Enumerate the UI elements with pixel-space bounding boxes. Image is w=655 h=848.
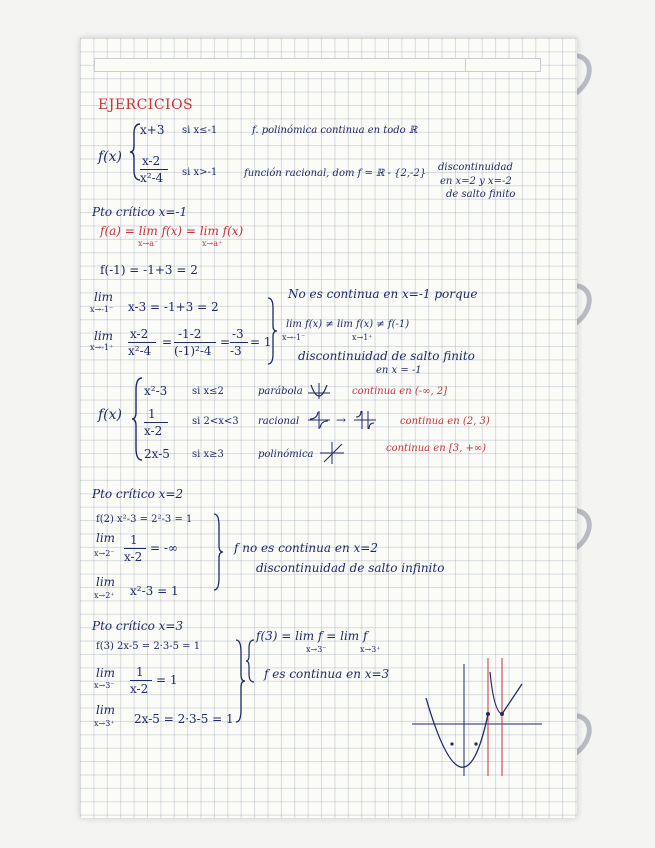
frac-bar (128, 342, 156, 343)
ex1-lim-right-num3: -3 (232, 327, 244, 341)
ex2-parabola-icon (308, 383, 330, 399)
frac-bar (174, 342, 216, 343)
ex2-case1-type: parábola (258, 386, 303, 397)
ex1-case2-den: x²-4 (140, 171, 164, 185)
sketch-point-a (486, 712, 490, 716)
ex2-c3-lim1-res: = 1 (156, 673, 178, 687)
ex1-eval: f(-1) = -1+3 = 2 (100, 263, 198, 277)
ex1-disc-note3: de salto finito (446, 189, 516, 200)
ex2-hyperbola-icon-2 (354, 411, 376, 429)
ex1-case1-note: f. polinómica continua en todo ℝ (252, 125, 418, 136)
frac-bar (144, 422, 168, 423)
sketch-point-d (474, 742, 477, 745)
ex2-c3-concl1: f(3) = lim f = lim f (256, 629, 368, 643)
ex2-case2-cont: continua en (2, 3) (400, 416, 490, 427)
sketch-line (502, 684, 522, 714)
ex1-lim-right-den3: -3 (230, 344, 242, 358)
ex2-critical3: Pto crítico x=3 (92, 619, 184, 633)
frac-bar (230, 342, 248, 343)
ex2-case3-cond: si x≥3 (192, 449, 224, 460)
ex2-c3-lim1-num: 1 (136, 665, 144, 679)
ex2-c3-lim1-sub: x→3⁻ (94, 681, 115, 690)
ex2-c2-concl1: f no es continua en x=2 (234, 541, 378, 555)
ex1-lim-right-lbl: lim (94, 329, 114, 343)
ex2-fx: f(x) (98, 407, 123, 423)
ex1-lim-right-num: x-2 (130, 327, 149, 341)
ex2-case2-arrow: → (336, 413, 347, 427)
ex1-disc-note1: discontinuidad (438, 162, 513, 173)
ex1-limit-def-sub1: x→a⁻ (138, 239, 159, 248)
ex1-lim-right-den: x²-4 (128, 344, 152, 358)
ex2-c2-lim1-num: 1 (130, 533, 138, 547)
ex1-concl2: lim f(x) ≠ lim f(x) ≠ f(-1) (286, 319, 410, 330)
ex2-case1-expr: x²-3 (144, 384, 168, 398)
ex2-case1-cond: si x≤2 (192, 386, 224, 397)
ex1-disc-note2: en x=2 y x=-2 (440, 176, 512, 187)
ex2-c2-lim1-sub: x→2⁻ (94, 549, 115, 558)
ex2-case2-cond: si 2<x<3 (192, 416, 239, 427)
ex1-concl4: en x = -1 (376, 365, 422, 376)
header-strip (94, 58, 541, 72)
ex2-c2-lim1-res: = -∞ (150, 541, 178, 555)
ex1-lim-right-num2: -1-2 (178, 327, 202, 341)
ex2-case3-expr: 2x-5 (144, 447, 170, 461)
ex1-fx: f(x) (98, 149, 123, 165)
sketch-parabola (426, 698, 488, 767)
ex1-critical: Pto crítico x=-1 (92, 205, 188, 219)
ex2-case2-num: 1 (148, 407, 156, 421)
ex2-c3-concl1-sub1: x→3⁻ (306, 645, 327, 654)
ex1-limit-def: f(a) = lim f(x) = lim f(x) (100, 224, 244, 238)
ex1-lim-left-sub: x→-1⁻ (90, 305, 114, 314)
ex1-lim-right-den2: (-1)²-4 (174, 344, 212, 358)
ex2-c3-concl1-sub2: x→3⁺ (360, 645, 381, 654)
ex2-c2-eval: f(2) x²-3 = 2²-3 = 1 (96, 514, 193, 525)
ex2-hyperbola-icon (308, 411, 330, 429)
ex2-c3-brace (234, 638, 246, 724)
notebook-sheet (80, 38, 577, 818)
ex2-case3-type: polinómica (258, 449, 314, 460)
ex2-c2-lim2-sub: x→2⁺ (94, 591, 115, 600)
frac-bar (130, 680, 152, 681)
ex1-concl2-sub2: x→1⁺ (352, 333, 373, 342)
ex1-lim-right-eq: = (162, 335, 173, 349)
sketch-hyperbola (490, 672, 502, 714)
ex2-c3-lim2-expr: 2x-5 = 2·3-5 = 1 (134, 712, 234, 726)
ex1-case2-num: x-2 (142, 154, 161, 168)
ex2-c3-concl2: f es continua en x=3 (264, 667, 390, 681)
ex2-c2-concl2: discontinuidad de salto infinito (256, 561, 445, 575)
ex2-line-icon (320, 442, 344, 464)
ex2-c3-lim2-lbl: lim (96, 703, 116, 717)
ex2-case2-den: x-2 (144, 424, 163, 438)
ex2-case2-type: racional (258, 416, 300, 427)
ex1-limit-def-sub2: x→a⁺ (202, 239, 223, 248)
sketch-point-b (500, 712, 504, 716)
ex2-c3-eval: f(3) 2x-5 = 2·3-5 = 1 (96, 641, 201, 652)
ex1-concl-brace (266, 296, 278, 366)
ex1-case1-expr: x+3 (140, 123, 165, 137)
ex2-c2-brace (212, 512, 224, 592)
ex2-c2-lim1-lbl: lim (96, 531, 116, 545)
ex1-case1-cond: si x≤-1 (182, 125, 218, 136)
ex1-concl1: No es continua en x=-1 porque (288, 287, 478, 301)
ex1-concl3: discontinuidad de salto finito (298, 349, 475, 363)
ex1-lim-left-expr: x-3 = -1+3 = 2 (128, 300, 219, 314)
ex2-critical2: Pto crítico x=2 (92, 487, 184, 501)
function-sketch-graph (412, 658, 542, 778)
ex1-lim-right-sub: x→-1⁺ (90, 343, 114, 352)
page-title: EJERCICIOS (98, 97, 194, 113)
sketch-point-c (450, 742, 453, 745)
ex1-case2-cond: si x>-1 (182, 167, 218, 178)
ex2-c3-concl-brace (246, 638, 256, 684)
ex2-c2-lim2-expr: x²-3 = 1 (130, 584, 179, 598)
ex1-lim-right-res: = 1 (250, 335, 272, 349)
ex2-c2-lim2-lbl: lim (96, 575, 116, 589)
ex2-c3-lim1-lbl: lim (96, 666, 116, 680)
ex2-c3-lim2-sub: x→3⁺ (94, 719, 115, 728)
ex1-lim-right-eq2: = (220, 335, 231, 349)
ex2-case1-cont: continua en (-∞, 2] (352, 386, 448, 397)
ex1-case2-note: función racional, dom f = ℝ - {2,-2} (244, 168, 427, 179)
ex1-concl2-sub1: x→-1⁻ (282, 333, 306, 342)
ex1-frac-bar (140, 169, 168, 170)
ex2-brace (132, 376, 144, 462)
frac-bar (124, 548, 146, 549)
ex1-lim-left-lbl: lim (94, 290, 114, 304)
ex2-c3-lim1-den: x-2 (130, 682, 149, 696)
ex2-case3-cont: continua en [3, +∞) (386, 443, 487, 454)
ex2-c2-lim1-den: x-2 (124, 550, 143, 564)
